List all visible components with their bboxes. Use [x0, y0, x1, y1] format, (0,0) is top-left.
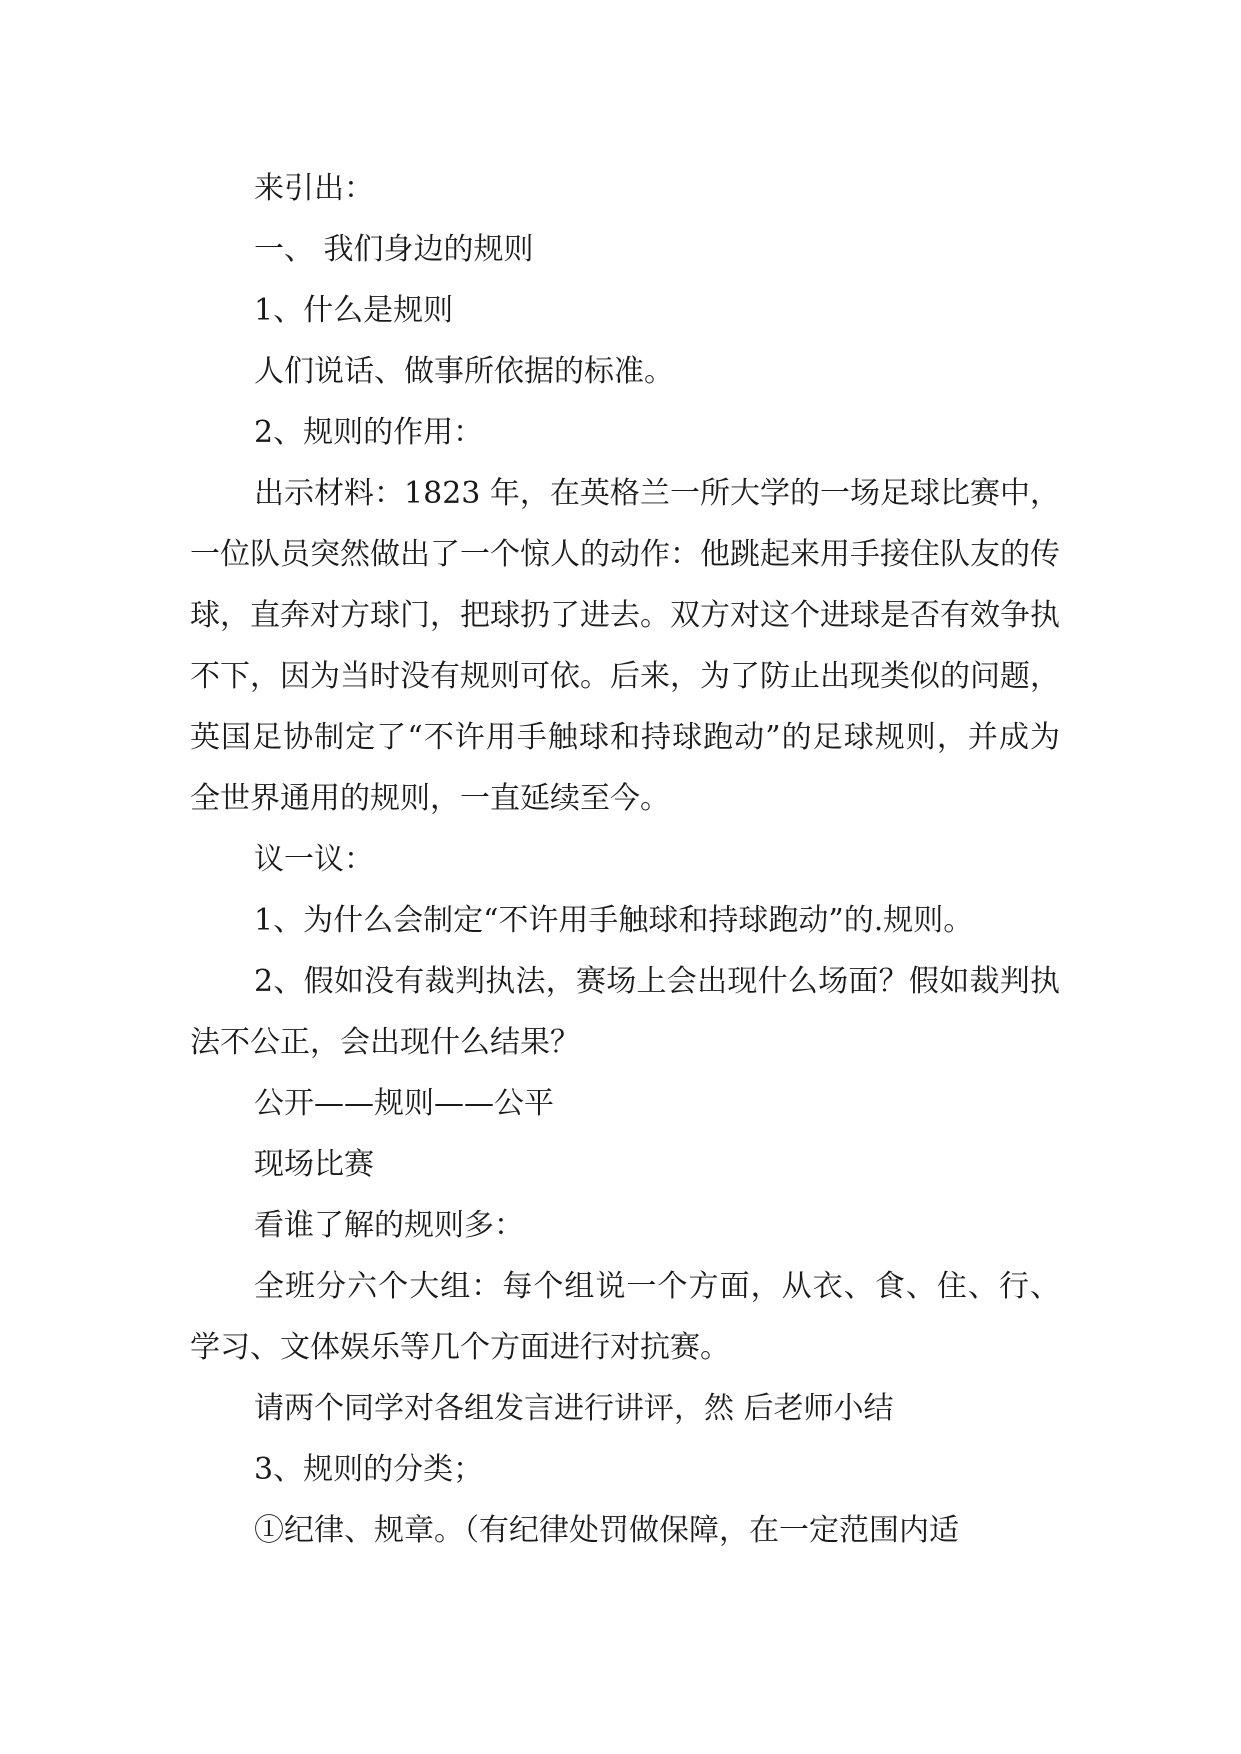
material-paragraph: 出示材料：1823 年，在英格兰一所大学的一场足球比赛中，一位队员突然做出了一个惊人的动作：他跳起来用手接住队友的传球，直奔对方球门，把球扔了进去。双方对这个进球是否有效争执不下，因为当时没有规则可依。后来，为了防止出现类似的问题，英国足协制定了“不许用手触球和持球跑动”的足球规则，并成为全世界通用的规则，一直延续至今。 — [190, 476, 1060, 816]
item-3-heading: 3、规则的分类； — [254, 1452, 484, 1487]
item-3-first-category: ①纪律、规章。（有纪律处罚做保障，在一定范围内适 — [254, 1513, 959, 1548]
contest-rules-paragraph: 全班分六个大组：每个组说一个方面，从衣、食、住、行、学习、文体娱乐等几个方面进行对抗赛。 — [190, 1269, 1060, 1365]
discussion-question-1: 1、为什么会制定“不许用手触球和持球跑动”的.规则。 — [254, 903, 974, 938]
discussion-heading: 议一议： — [254, 842, 374, 877]
item-1-definition: 人们说话、做事所依据的标准。 — [254, 354, 674, 389]
section-heading: 一、 我们身边的规则 — [254, 232, 534, 267]
contest-heading: 现场比赛 — [254, 1147, 374, 1182]
item-2-heading: 2、规则的作用： — [254, 415, 484, 450]
summary-line: 公开——规则——公平 — [254, 1086, 554, 1121]
document-body — [190, 158, 1060, 1561]
discussion-question-2: 2、假如没有裁判执法，赛场上会出现什么场面？假如裁判执法不公正，会出现什么结果？ — [190, 964, 1060, 1060]
item-1-heading: 1、什么是规则 — [254, 293, 454, 328]
contest-title: 看谁了解的规则多： — [254, 1208, 524, 1243]
contest-review-paragraph: 请两个同学对各组发言进行讲评，然 后老师小结 — [254, 1391, 894, 1426]
lead-in-paragraph: 来引出： — [254, 171, 374, 206]
